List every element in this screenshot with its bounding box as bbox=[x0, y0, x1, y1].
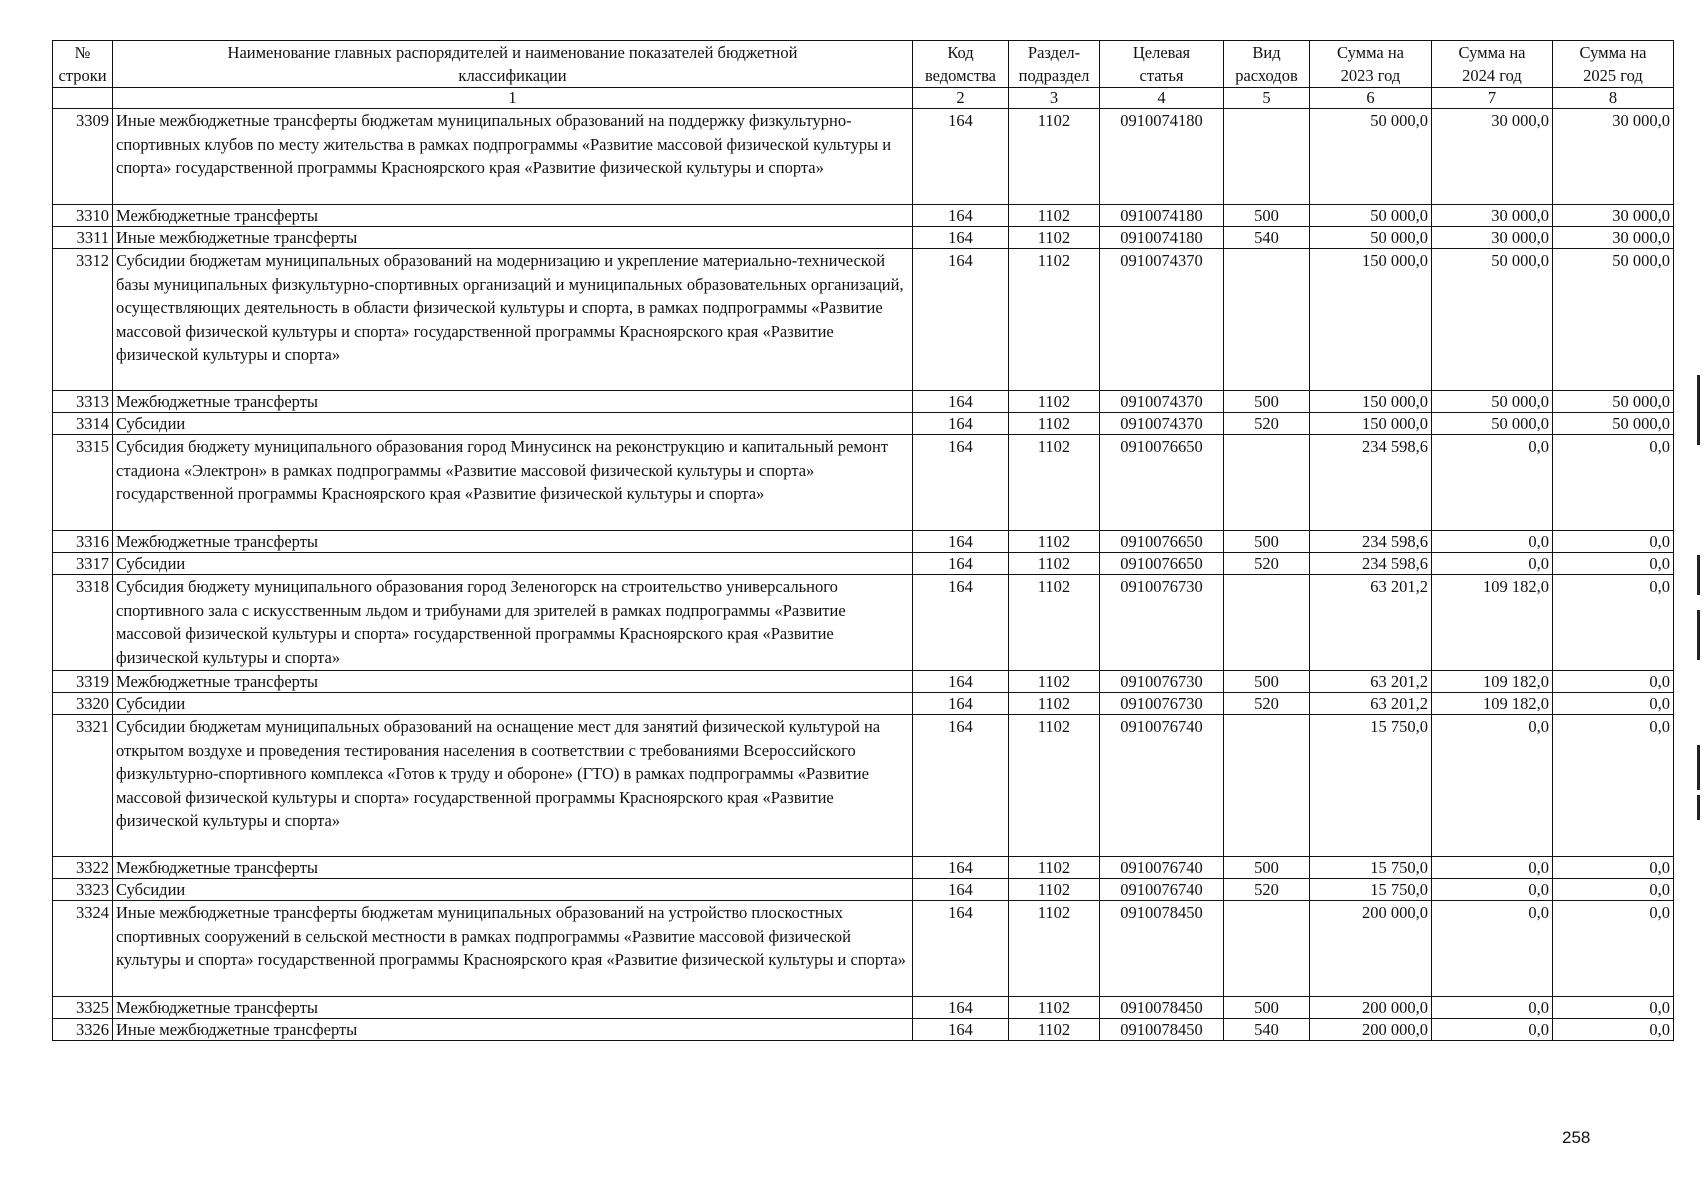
row-name: Межбюджетные трансферты bbox=[113, 997, 913, 1019]
row-sum-2024: 0,0 bbox=[1432, 553, 1553, 575]
row-expense-type: 500 bbox=[1224, 391, 1310, 413]
row-sum-2025: 50 000,0 bbox=[1553, 249, 1674, 391]
row-name: Иные межбюджетные трансферты bbox=[113, 227, 913, 249]
table-row bbox=[53, 575, 1674, 671]
row-number: 3309 bbox=[53, 109, 113, 205]
row-dept-code: 164 bbox=[913, 413, 1009, 435]
scan-edge-mark bbox=[1697, 610, 1700, 660]
row-sum-2024: 50 000,0 bbox=[1432, 249, 1553, 391]
row-section: 1102 bbox=[1009, 531, 1100, 553]
row-section: 1102 bbox=[1009, 575, 1100, 671]
column-number: 6 bbox=[1310, 88, 1432, 109]
row-name: Иные межбюджетные трансферты бюджетам муниципальных образований на поддержку физкультурно-спортивных клубов по месту жительства в рамках подпрограммы «Развитие массовой физической культуры и спорта» государственной программы Красноярского края «Развитие физической культуры и спорта» bbox=[113, 109, 913, 205]
row-target: 0910076730 bbox=[1100, 693, 1224, 715]
row-number: 3323 bbox=[53, 879, 113, 901]
row-section: 1102 bbox=[1009, 857, 1100, 879]
row-expense-type bbox=[1224, 435, 1310, 531]
table-row bbox=[53, 413, 1674, 435]
column-number: 7 bbox=[1432, 88, 1553, 109]
row-sum-2024: 0,0 bbox=[1432, 531, 1553, 553]
row-target: 0910076740 bbox=[1100, 715, 1224, 857]
row-expense-type: 500 bbox=[1224, 857, 1310, 879]
row-dept-code: 164 bbox=[913, 901, 1009, 997]
row-expense-type: 500 bbox=[1224, 531, 1310, 553]
row-dept-code: 164 bbox=[913, 857, 1009, 879]
row-sum-2024: 30 000,0 bbox=[1432, 109, 1553, 205]
row-target: 0910076730 bbox=[1100, 671, 1224, 693]
row-number: 3313 bbox=[53, 391, 113, 413]
row-name: Субсидия бюджету муниципального образования город Минусинск на реконструкцию и капитальный ремонт стадиона «Электрон» в рамках подпрограммы «Развитие массовой физической культуры и спорта» государственной программы Красноярского края «Развитие физической культуры и спорта» bbox=[113, 435, 913, 531]
table-row bbox=[53, 249, 1674, 391]
row-sum-2025: 0,0 bbox=[1553, 879, 1674, 901]
table-row bbox=[53, 205, 1674, 227]
row-sum-2024: 30 000,0 bbox=[1432, 227, 1553, 249]
row-sum-2024: 0,0 bbox=[1432, 715, 1553, 857]
row-name: Межбюджетные трансферты bbox=[113, 531, 913, 553]
row-dept-code: 164 bbox=[913, 693, 1009, 715]
row-expense-type bbox=[1224, 575, 1310, 671]
row-name: Межбюджетные трансферты bbox=[113, 857, 913, 879]
row-number: 3317 bbox=[53, 553, 113, 575]
scan-edge-mark bbox=[1697, 795, 1700, 820]
header-row bbox=[53, 41, 1674, 88]
row-sum-2023: 150 000,0 bbox=[1310, 249, 1432, 391]
row-sum-2023: 15 750,0 bbox=[1310, 879, 1432, 901]
table-row bbox=[53, 531, 1674, 553]
row-target: 0910076650 bbox=[1100, 435, 1224, 531]
row-section: 1102 bbox=[1009, 109, 1100, 205]
table-row bbox=[53, 227, 1674, 249]
row-sum-2023: 234 598,6 bbox=[1310, 553, 1432, 575]
row-name: Межбюджетные трансферты bbox=[113, 391, 913, 413]
row-section: 1102 bbox=[1009, 997, 1100, 1019]
header-sum-2025: Сумма на 2025 год bbox=[1553, 41, 1674, 88]
row-sum-2024: 0,0 bbox=[1432, 857, 1553, 879]
column-number: 1 bbox=[113, 88, 913, 109]
row-sum-2025: 0,0 bbox=[1553, 1019, 1674, 1041]
row-sum-2023: 150 000,0 bbox=[1310, 391, 1432, 413]
table-row bbox=[53, 671, 1674, 693]
row-sum-2024: 30 000,0 bbox=[1432, 205, 1553, 227]
header-name: Наименование главных распорядителей и наименование показателей бюджетной классификации bbox=[113, 41, 913, 88]
row-target: 0910074180 bbox=[1100, 205, 1224, 227]
row-dept-code: 164 bbox=[913, 553, 1009, 575]
row-number: 3312 bbox=[53, 249, 113, 391]
row-sum-2025: 0,0 bbox=[1553, 997, 1674, 1019]
row-section: 1102 bbox=[1009, 879, 1100, 901]
table-row bbox=[53, 857, 1674, 879]
row-sum-2025: 30 000,0 bbox=[1553, 227, 1674, 249]
row-number: 3318 bbox=[53, 575, 113, 671]
row-section: 1102 bbox=[1009, 205, 1100, 227]
column-number: 2 bbox=[913, 88, 1009, 109]
row-sum-2024: 109 182,0 bbox=[1432, 671, 1553, 693]
row-section: 1102 bbox=[1009, 391, 1100, 413]
row-dept-code: 164 bbox=[913, 435, 1009, 531]
row-sum-2023: 50 000,0 bbox=[1310, 205, 1432, 227]
row-expense-type: 520 bbox=[1224, 879, 1310, 901]
row-sum-2025: 50 000,0 bbox=[1553, 413, 1674, 435]
row-target: 0910074180 bbox=[1100, 227, 1224, 249]
table-body bbox=[53, 109, 1674, 1041]
column-number: 3 bbox=[1009, 88, 1100, 109]
row-expense-type: 540 bbox=[1224, 227, 1310, 249]
row-dept-code: 164 bbox=[913, 531, 1009, 553]
row-number: 3310 bbox=[53, 205, 113, 227]
row-name: Иные межбюджетные трансферты бюджетам муниципальных образований на устройство плоскостных спортивных сооружений в сельской местности в рамках подпрограммы «Развитие массовой физической культуры и спорта» государственной программы Красноярского края «Развитие физической культуры и спорта» bbox=[113, 901, 913, 997]
row-number: 3322 bbox=[53, 857, 113, 879]
row-expense-type bbox=[1224, 901, 1310, 997]
row-section: 1102 bbox=[1009, 1019, 1100, 1041]
row-number: 3311 bbox=[53, 227, 113, 249]
page-number: 258 bbox=[1562, 1128, 1591, 1147]
row-dept-code: 164 bbox=[913, 997, 1009, 1019]
row-number: 3321 bbox=[53, 715, 113, 857]
row-sum-2025: 0,0 bbox=[1553, 857, 1674, 879]
column-numbers-row bbox=[53, 88, 1674, 109]
row-sum-2024: 50 000,0 bbox=[1432, 391, 1553, 413]
row-section: 1102 bbox=[1009, 227, 1100, 249]
column-number: 4 bbox=[1100, 88, 1224, 109]
row-target: 0910074370 bbox=[1100, 249, 1224, 391]
table-header bbox=[53, 41, 1674, 109]
row-number: 3315 bbox=[53, 435, 113, 531]
row-sum-2025: 0,0 bbox=[1553, 575, 1674, 671]
row-name: Межбюджетные трансферты bbox=[113, 205, 913, 227]
header-row-no: № строки bbox=[53, 41, 113, 88]
row-name: Межбюджетные трансферты bbox=[113, 671, 913, 693]
row-expense-type: 540 bbox=[1224, 1019, 1310, 1041]
header-section: Раздел-подраздел bbox=[1009, 41, 1100, 88]
scan-edge-mark bbox=[1697, 375, 1700, 445]
row-name: Субсидии бюджетам муниципальных образований на модернизацию и укрепление материально-технической базы муниципальных физкультурно-спортивных организаций и муниципальных образовательных организаций, осуществляющих деятельность в области физической культуры и спорта, в рамках подпрограммы «Развитие массовой физической культуры и спорта» государственной программы Красноярского края «Развитие физической культуры и спорта» bbox=[113, 249, 913, 391]
row-sum-2024: 0,0 bbox=[1432, 1019, 1553, 1041]
column-number: 5 bbox=[1224, 88, 1310, 109]
row-sum-2023: 234 598,6 bbox=[1310, 531, 1432, 553]
row-section: 1102 bbox=[1009, 413, 1100, 435]
row-sum-2023: 63 201,2 bbox=[1310, 671, 1432, 693]
row-section: 1102 bbox=[1009, 693, 1100, 715]
row-sum-2024: 0,0 bbox=[1432, 901, 1553, 997]
row-name: Субсидии бюджетам муниципальных образований на оснащение мест для занятий физической культурой на открытом воздухе и проведения тестирования населения в соответствии с требованиями Всероссийского физкультурно-спортивного комплекса «Готов к труду и обороне» (ГТО) в рамках подпрограммы «Развитие массовой физической культуры и спорта» государственной программы Красноярского края «Развитие физической культуры и спорта» bbox=[113, 715, 913, 857]
row-sum-2023: 50 000,0 bbox=[1310, 109, 1432, 205]
budget-table bbox=[52, 40, 1674, 1041]
row-sum-2023: 63 201,2 bbox=[1310, 693, 1432, 715]
table-row bbox=[53, 435, 1674, 531]
table-row bbox=[53, 879, 1674, 901]
row-target: 0910074370 bbox=[1100, 391, 1224, 413]
row-number: 3325 bbox=[53, 997, 113, 1019]
row-target: 0910076650 bbox=[1100, 531, 1224, 553]
row-dept-code: 164 bbox=[913, 227, 1009, 249]
table-row bbox=[53, 109, 1674, 205]
column-number: 8 bbox=[1553, 88, 1674, 109]
row-number: 3326 bbox=[53, 1019, 113, 1041]
table-row bbox=[53, 693, 1674, 715]
row-sum-2023: 150 000,0 bbox=[1310, 413, 1432, 435]
row-target: 0910076650 bbox=[1100, 553, 1224, 575]
row-target: 0910076730 bbox=[1100, 575, 1224, 671]
row-name: Субсидии bbox=[113, 553, 913, 575]
row-sum-2024: 50 000,0 bbox=[1432, 413, 1553, 435]
row-sum-2025: 0,0 bbox=[1553, 693, 1674, 715]
row-sum-2023: 200 000,0 bbox=[1310, 997, 1432, 1019]
row-name: Субсидии bbox=[113, 879, 913, 901]
row-sum-2025: 50 000,0 bbox=[1553, 391, 1674, 413]
row-expense-type: 520 bbox=[1224, 693, 1310, 715]
row-dept-code: 164 bbox=[913, 671, 1009, 693]
scan-edge-mark bbox=[1697, 555, 1700, 595]
row-section: 1102 bbox=[1009, 671, 1100, 693]
row-dept-code: 164 bbox=[913, 879, 1009, 901]
row-expense-type bbox=[1224, 715, 1310, 857]
header-expense-type: Вид расходов bbox=[1224, 41, 1310, 88]
row-sum-2025: 0,0 bbox=[1553, 715, 1674, 857]
row-section: 1102 bbox=[1009, 553, 1100, 575]
row-sum-2023: 63 201,2 bbox=[1310, 575, 1432, 671]
header-dept-code: Код ведомства bbox=[913, 41, 1009, 88]
row-expense-type bbox=[1224, 109, 1310, 205]
row-expense-type: 500 bbox=[1224, 205, 1310, 227]
row-number: 3319 bbox=[53, 671, 113, 693]
table-row bbox=[53, 1019, 1674, 1041]
header-sum-2024: Сумма на 2024 год bbox=[1432, 41, 1553, 88]
row-sum-2024: 0,0 bbox=[1432, 997, 1553, 1019]
row-target: 0910076740 bbox=[1100, 857, 1224, 879]
row-target: 0910078450 bbox=[1100, 901, 1224, 997]
row-sum-2025: 0,0 bbox=[1553, 901, 1674, 997]
row-section: 1102 bbox=[1009, 435, 1100, 531]
row-sum-2024: 0,0 bbox=[1432, 879, 1553, 901]
row-dept-code: 164 bbox=[913, 575, 1009, 671]
row-name: Субсидии bbox=[113, 413, 913, 435]
table-row bbox=[53, 391, 1674, 413]
row-sum-2023: 200 000,0 bbox=[1310, 1019, 1432, 1041]
row-target: 0910074370 bbox=[1100, 413, 1224, 435]
row-sum-2024: 109 182,0 bbox=[1432, 693, 1553, 715]
row-expense-type: 520 bbox=[1224, 553, 1310, 575]
scan-edge-mark bbox=[1697, 745, 1700, 790]
row-name: Субсидия бюджету муниципального образования город Зеленогорск на строительство универсального спортивного зала с искусственным льдом и трибунами для зрителей в рамках подпрограммы «Развитие массовой физической культуры и спорта» государственной программы Красноярского края «Развитие физической культуры и спорта» bbox=[113, 575, 913, 671]
row-sum-2023: 200 000,0 bbox=[1310, 901, 1432, 997]
table-row bbox=[53, 997, 1674, 1019]
row-sum-2025: 0,0 bbox=[1553, 553, 1674, 575]
row-number: 3314 bbox=[53, 413, 113, 435]
row-name: Иные межбюджетные трансферты bbox=[113, 1019, 913, 1041]
row-number: 3320 bbox=[53, 693, 113, 715]
row-section: 1102 bbox=[1009, 715, 1100, 857]
header-target: Целевая статья bbox=[1100, 41, 1224, 88]
row-section: 1102 bbox=[1009, 901, 1100, 997]
row-sum-2024: 109 182,0 bbox=[1432, 575, 1553, 671]
row-sum-2025: 30 000,0 bbox=[1553, 205, 1674, 227]
row-sum-2023: 15 750,0 bbox=[1310, 857, 1432, 879]
row-sum-2025: 0,0 bbox=[1553, 435, 1674, 531]
row-sum-2023: 15 750,0 bbox=[1310, 715, 1432, 857]
row-expense-type: 500 bbox=[1224, 997, 1310, 1019]
column-number-blank bbox=[53, 88, 113, 109]
table-row bbox=[53, 901, 1674, 997]
row-expense-type: 500 bbox=[1224, 671, 1310, 693]
row-sum-2025: 0,0 bbox=[1553, 671, 1674, 693]
row-sum-2023: 234 598,6 bbox=[1310, 435, 1432, 531]
row-dept-code: 164 bbox=[913, 249, 1009, 391]
row-number: 3316 bbox=[53, 531, 113, 553]
row-target: 0910078450 bbox=[1100, 997, 1224, 1019]
row-target: 0910074180 bbox=[1100, 109, 1224, 205]
row-dept-code: 164 bbox=[913, 715, 1009, 857]
row-target: 0910078450 bbox=[1100, 1019, 1224, 1041]
table-row bbox=[53, 553, 1674, 575]
row-dept-code: 164 bbox=[913, 391, 1009, 413]
row-dept-code: 164 bbox=[913, 109, 1009, 205]
row-expense-type: 520 bbox=[1224, 413, 1310, 435]
row-expense-type bbox=[1224, 249, 1310, 391]
header-sum-2023: Сумма на 2023 год bbox=[1310, 41, 1432, 88]
row-dept-code: 164 bbox=[913, 1019, 1009, 1041]
row-dept-code: 164 bbox=[913, 205, 1009, 227]
row-name: Субсидии bbox=[113, 693, 913, 715]
row-number: 3324 bbox=[53, 901, 113, 997]
row-section: 1102 bbox=[1009, 249, 1100, 391]
table-row bbox=[53, 715, 1674, 857]
row-sum-2024: 0,0 bbox=[1432, 435, 1553, 531]
row-sum-2025: 30 000,0 bbox=[1553, 109, 1674, 205]
row-target: 0910076740 bbox=[1100, 879, 1224, 901]
row-sum-2025: 0,0 bbox=[1553, 531, 1674, 553]
row-sum-2023: 50 000,0 bbox=[1310, 227, 1432, 249]
